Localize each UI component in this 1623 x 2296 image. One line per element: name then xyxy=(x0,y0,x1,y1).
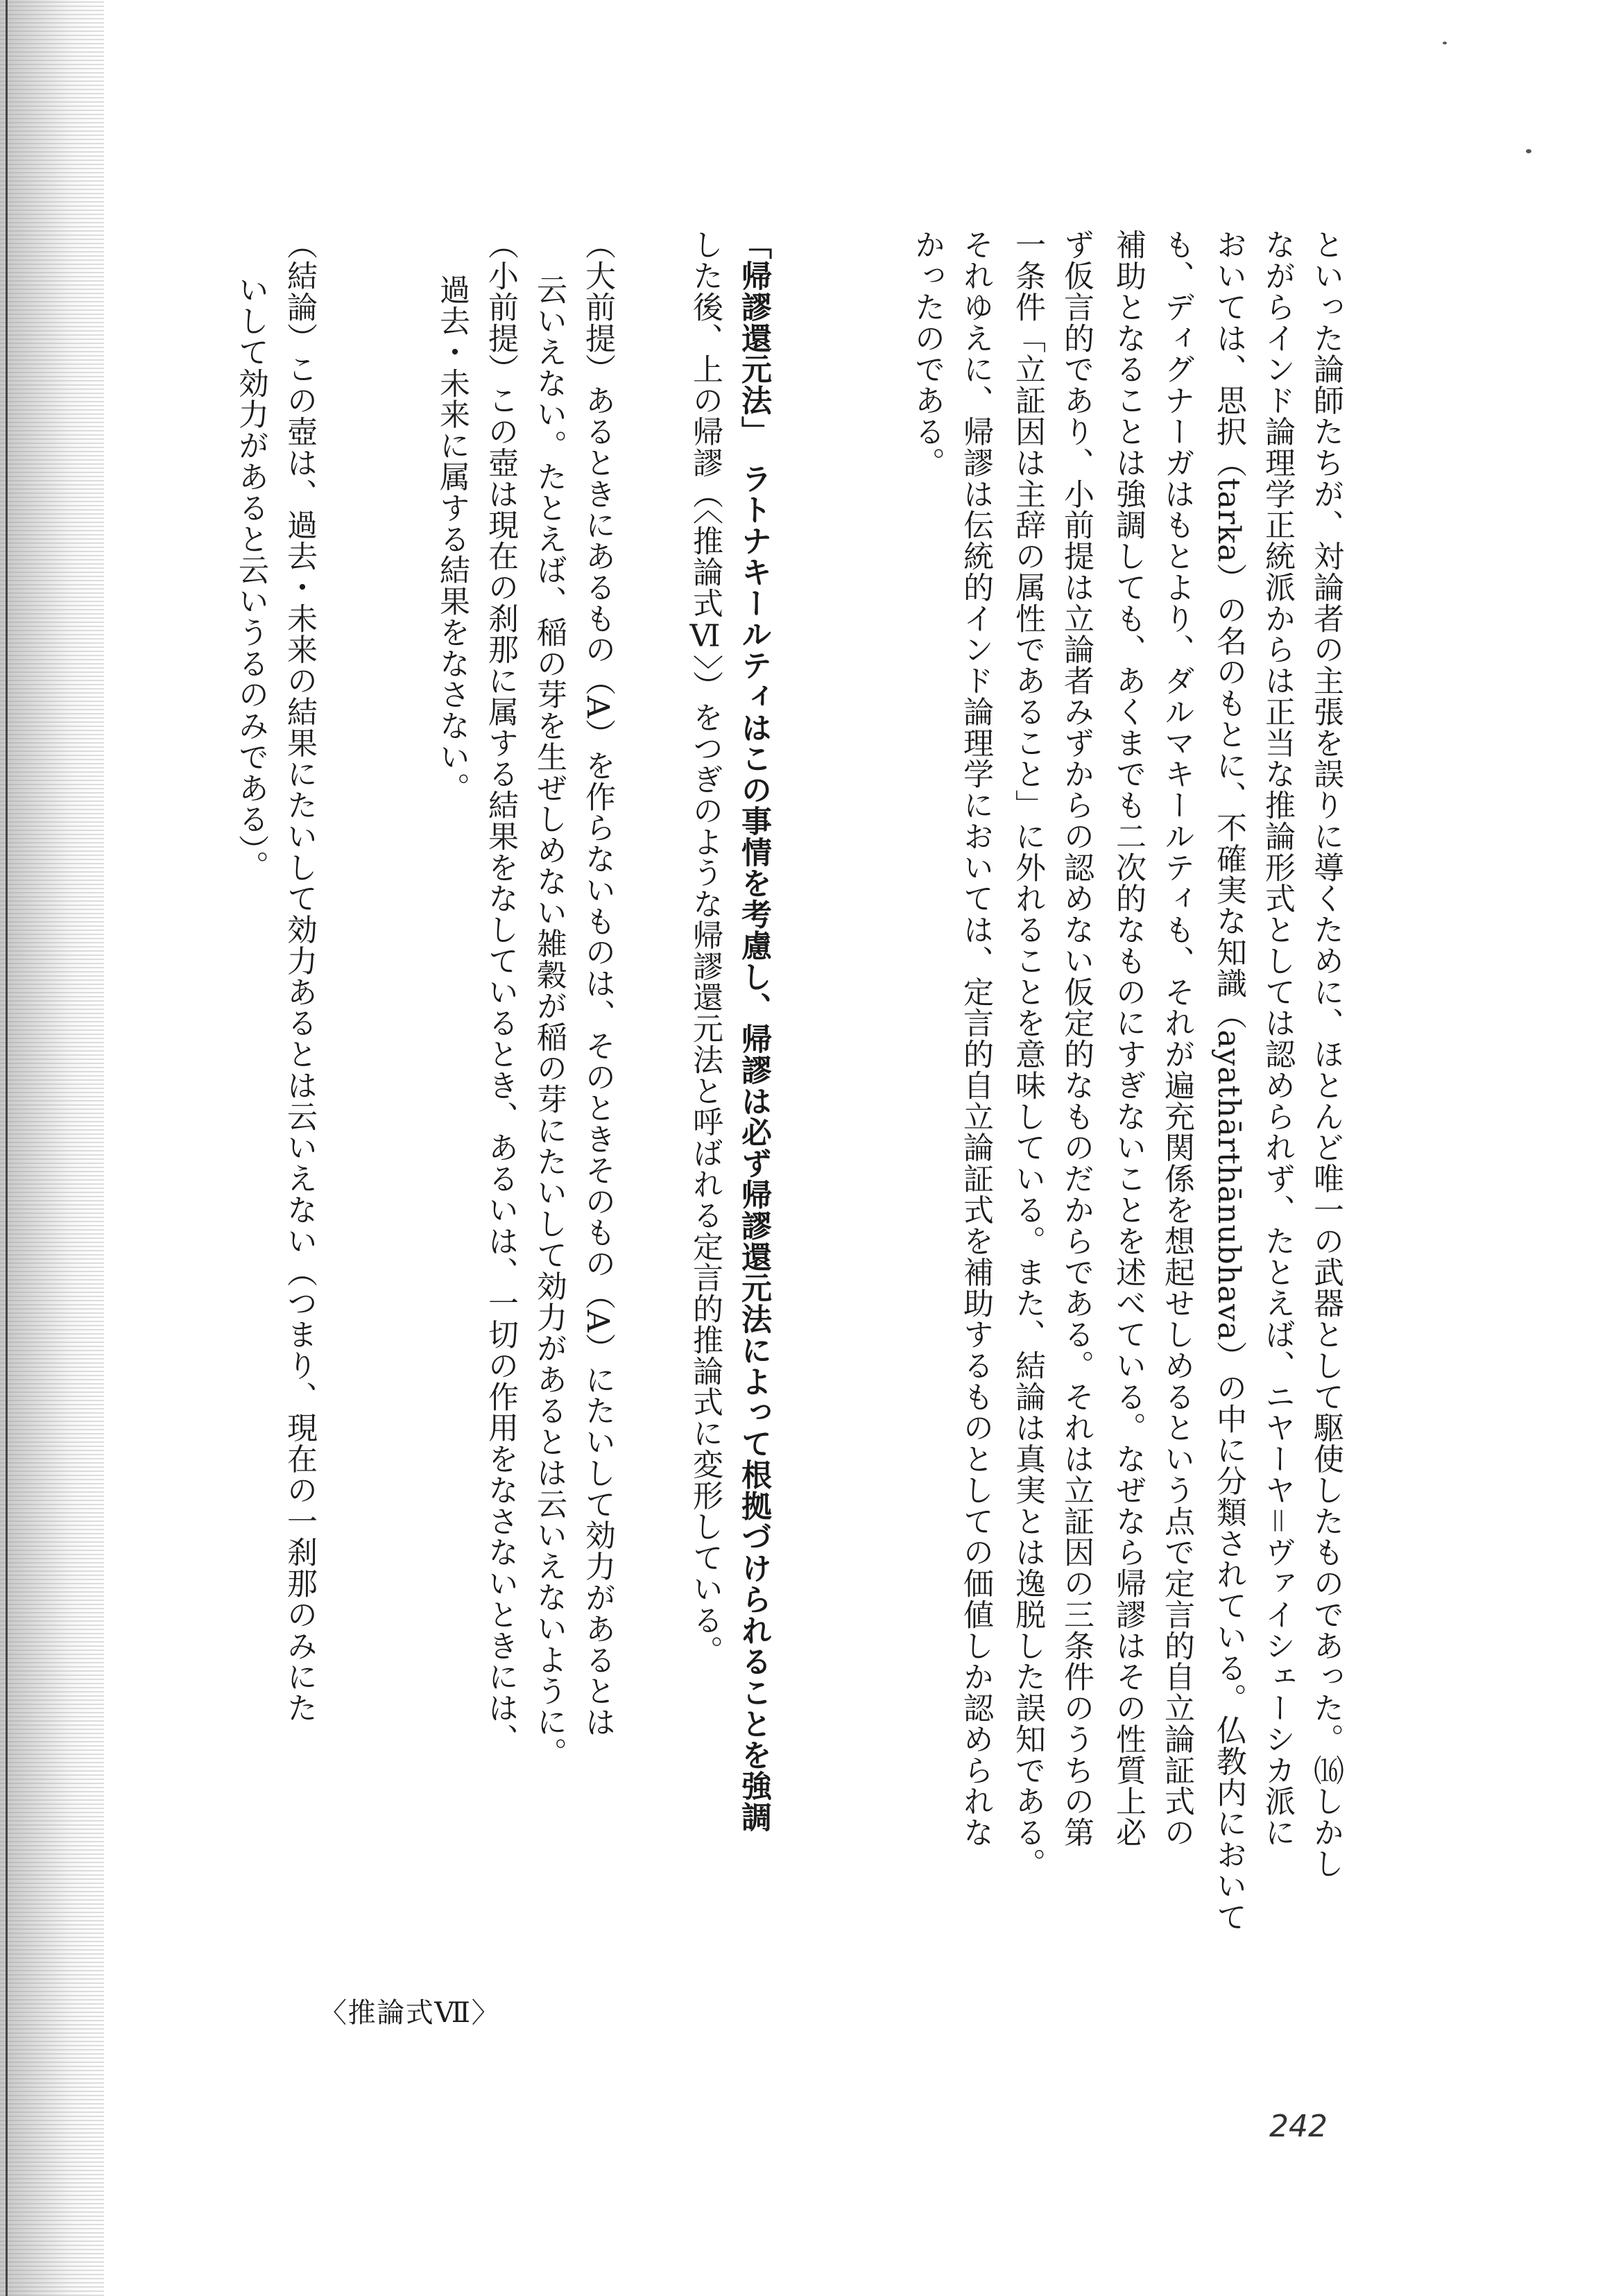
text-column-4: も、ディグナーガはもとより、ダルマキールティも、それが遍充関係を想起せしめるという点で定言的自立論証式の xyxy=(1159,229,1194,1848)
text-column-6: ず仮言的であり、小前提は立論者みずからの認めない仮定的なものだからである。それは立証因の三条件のうちの第 xyxy=(1058,229,1094,1848)
scan-speck xyxy=(1526,149,1531,153)
scan-speck xyxy=(1443,42,1447,44)
text-column-1: といった論師たちが、対論者の主張を誤りに導くために、ほとんど唯一の武器として駆使したものであった。⒃しかし xyxy=(1308,229,1343,1879)
section-heading-column: 「帰謬還元法」 ラトナキールティはこの事情を考慮し、帰謬は必ず帰謬還元法によって根拠づけられることを強調 xyxy=(736,229,771,1833)
text-column-5: 補助となることは強調しても、あくまでも二次的なものにすぎないことを述べている。なぜなら帰謬はその性質上必 xyxy=(1110,229,1146,1848)
conclusion-column: （結論）この壺は、過去・未来の結果にたいして効力あるとは云いえない（つまり、現在の一刹那のみにた xyxy=(282,229,317,1724)
text-column-2: ながらインド論理学正統派からは正当な推論形式としては認められず、たとえば、ニヤーヤ＝ヴァイシェーシカ派に xyxy=(1260,229,1295,1848)
text-column-8: それゆえに、帰謬は伝統的インド論理学においては、定言的自立論証式を補助するものとしての価値しか認められな xyxy=(958,229,993,1848)
text-column-11: した後、上の帰謬（〈推論式Ⅵ〉）をつぎのような帰謬還元法と呼ばれる定言的推論式に変形している。 xyxy=(687,229,723,1667)
text-column-3: おいては、思択（tarka）の名のもとに、不確実な知識（ayathārthānubhava）の中に分類されている。仏教内において xyxy=(1211,229,1246,1933)
major-premise-continuation: 云いえない。たとえば、稲の芽を生ぜしめない雑穀が稲の芽にたいして効力があるとは云いえないように。 xyxy=(531,274,567,1769)
minor-premise-column: （小前提）この壺は現在の刹那に属する結果をなしているとき、あるいは、一切の作用をなさないときには、 xyxy=(483,229,518,1755)
page-number: 242 xyxy=(1269,2109,1328,2144)
text-column-7: 一条件「立証因は主辞の属性であること」に外れることを意味している。また、結論は真実とは逸脱した誤知である。 xyxy=(1010,229,1045,1879)
scan-gutter-shadow xyxy=(0,0,104,2296)
binding-edge-line xyxy=(6,0,8,2296)
text-column-9: かったのである。 xyxy=(909,229,945,479)
minor-premise-continuation: 過去・未来に属する結果をなさない。 xyxy=(434,274,470,803)
formula-label: 〈推論式Ⅶ〉 xyxy=(319,1997,501,2029)
conclusion-continuation: いして効力があると云いうるのみである）。 xyxy=(233,274,268,882)
major-premise-column: （大前提）あるときにあるもの（A）を作らないものは、そのときそのもの（A）にたいして効力があるとは xyxy=(580,229,615,1738)
